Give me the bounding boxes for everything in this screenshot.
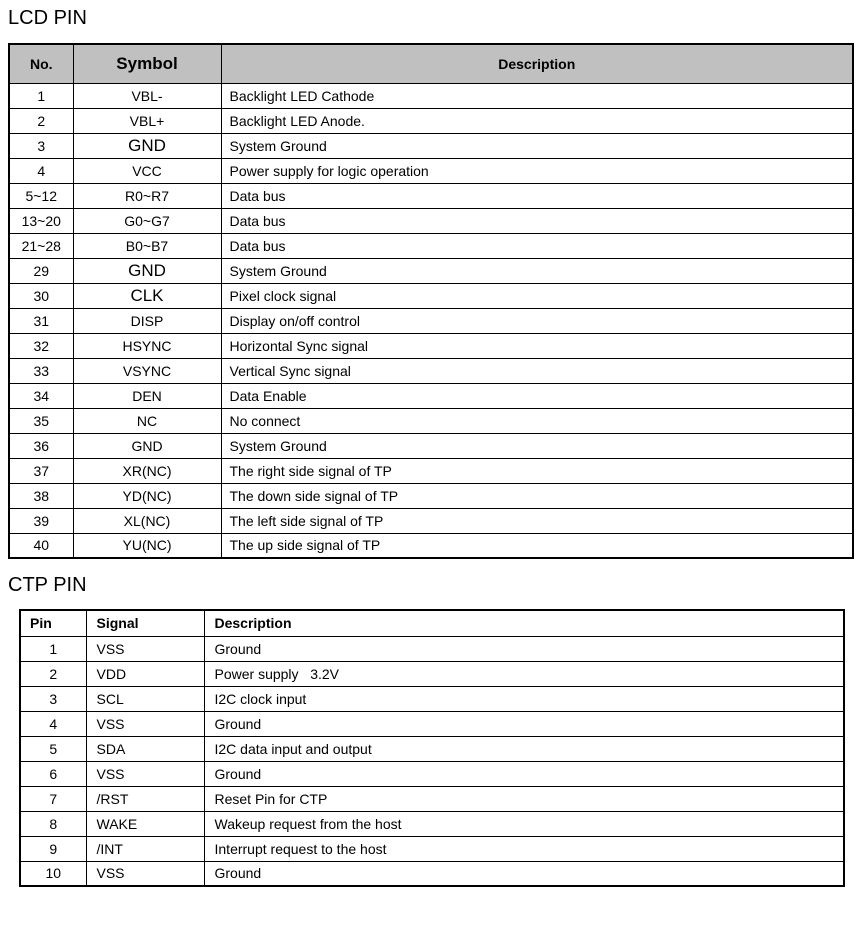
lcd-cell-description: Data bus (221, 233, 853, 258)
ctp-cell-description: Ground (204, 861, 844, 886)
lcd-cell-description: The down side signal of TP (221, 483, 853, 508)
ctp-cell-description: Ground (204, 711, 844, 736)
ctp-cell-pin: 2 (20, 661, 86, 686)
lcd-cell-no: 3 (9, 133, 73, 158)
ctp-table-row (20, 686, 844, 711)
lcd-cell-description: Vertical Sync signal (221, 358, 853, 383)
lcd-cell-no: 38 (9, 483, 73, 508)
lcd-cell-description: Data bus (221, 208, 853, 233)
lcd-table-header-row (9, 44, 853, 83)
ctp-table-row (20, 736, 844, 761)
lcd-cell-description: Horizontal Sync signal (221, 333, 853, 358)
lcd-cell-symbol: DEN (73, 383, 221, 408)
lcd-cell-no: 35 (9, 408, 73, 433)
ctp-cell-signal: WAKE (86, 811, 204, 836)
lcd-cell-no: 4 (9, 158, 73, 183)
lcd-cell-symbol: B0~B7 (73, 233, 221, 258)
lcd-cell-description: Power supply for logic operation (221, 158, 853, 183)
ctp-cell-signal: VSS (86, 861, 204, 886)
lcd-cell-no: 31 (9, 308, 73, 333)
ctp-table-row (20, 761, 844, 786)
ctp-cell-signal: SCL (86, 686, 204, 711)
lcd-cell-description: Data bus (221, 183, 853, 208)
lcd-cell-no: 33 (9, 358, 73, 383)
lcd-cell-no: 37 (9, 458, 73, 483)
lcd-cell-no: 1 (9, 83, 73, 108)
ctp-cell-description: Ground (204, 761, 844, 786)
lcd-cell-description: The up side signal of TP (221, 533, 853, 558)
lcd-table-row (9, 358, 853, 383)
lcd-table-row (9, 433, 853, 458)
lcd-table-row (9, 308, 853, 333)
lcd-cell-no: 30 (9, 283, 73, 308)
ctp-table-row (20, 711, 844, 736)
ctp-cell-pin: 8 (20, 811, 86, 836)
ctp-cell-pin: 3 (20, 686, 86, 711)
ctp-cell-signal: VSS (86, 636, 204, 661)
lcd-cell-description: Backlight LED Anode. (221, 108, 853, 133)
lcd-table-row (9, 508, 853, 533)
lcd-cell-description: System Ground (221, 258, 853, 283)
ctp-cell-pin: 1 (20, 636, 86, 661)
ctp-pin-table (19, 609, 845, 887)
lcd-cell-no: 32 (9, 333, 73, 358)
lcd-cell-no: 36 (9, 433, 73, 458)
lcd-table-row (9, 133, 853, 158)
ctp-cell-pin: 6 (20, 761, 86, 786)
lcd-cell-description: No connect (221, 408, 853, 433)
lcd-table-row (9, 483, 853, 508)
ctp-pin-section-title: CTP PIN (8, 574, 87, 596)
lcd-cell-symbol: VCC (73, 158, 221, 183)
ctp-table-row (20, 811, 844, 836)
lcd-table-row (9, 458, 853, 483)
lcd-cell-no: 13~20 (9, 208, 73, 233)
ctp-table-row (20, 786, 844, 811)
lcd-table-row (9, 233, 853, 258)
lcd-cell-symbol: VSYNC (73, 358, 221, 383)
ctp-header-description: Description (204, 610, 844, 636)
ctp-cell-description: Wakeup request from the host (204, 811, 844, 836)
ctp-cell-pin: 9 (20, 836, 86, 861)
ctp-cell-signal: SDA (86, 736, 204, 761)
lcd-pin-table (8, 43, 854, 559)
lcd-cell-no: 21~28 (9, 233, 73, 258)
lcd-cell-symbol: GND (73, 433, 221, 458)
lcd-cell-symbol: VBL- (73, 83, 221, 108)
lcd-cell-description: Data Enable (221, 383, 853, 408)
ctp-table-row (20, 661, 844, 686)
lcd-table-row (9, 258, 853, 283)
lcd-cell-symbol: VBL+ (73, 108, 221, 133)
lcd-cell-symbol: YD(NC) (73, 483, 221, 508)
lcd-cell-symbol: CLK (73, 283, 221, 308)
ctp-cell-description: Reset Pin for CTP (204, 786, 844, 811)
lcd-cell-symbol: GND (73, 133, 221, 158)
ctp-table-header-row (20, 610, 844, 636)
lcd-cell-no: 29 (9, 258, 73, 283)
lcd-cell-description: Pixel clock signal (221, 283, 853, 308)
lcd-cell-description: Backlight LED Cathode (221, 83, 853, 108)
lcd-table-row (9, 283, 853, 308)
lcd-cell-symbol: R0~R7 (73, 183, 221, 208)
lcd-pin-section-title: LCD PIN (8, 7, 87, 29)
lcd-cell-description: The left side signal of TP (221, 508, 853, 533)
lcd-cell-no: 40 (9, 533, 73, 558)
lcd-table-row (9, 158, 853, 183)
ctp-cell-description: Power supply 3.2V (204, 661, 844, 686)
lcd-cell-no: 5~12 (9, 183, 73, 208)
lcd-cell-description: The right side signal of TP (221, 458, 853, 483)
lcd-cell-description: System Ground (221, 433, 853, 458)
ctp-cell-pin: 10 (20, 861, 86, 886)
ctp-header-signal: Signal (86, 610, 204, 636)
lcd-cell-description: System Ground (221, 133, 853, 158)
ctp-cell-pin: 4 (20, 711, 86, 736)
lcd-table-row (9, 333, 853, 358)
lcd-cell-description: Display on/off control (221, 308, 853, 333)
lcd-table-row (9, 383, 853, 408)
lcd-cell-no: 2 (9, 108, 73, 133)
lcd-table-row (9, 183, 853, 208)
ctp-cell-signal: VSS (86, 761, 204, 786)
ctp-cell-description: Ground (204, 636, 844, 661)
lcd-cell-symbol: XL(NC) (73, 508, 221, 533)
lcd-cell-symbol: DISP (73, 308, 221, 333)
lcd-header-symbol: Symbol (73, 44, 221, 83)
ctp-table-row (20, 836, 844, 861)
ctp-cell-signal: VDD (86, 661, 204, 686)
ctp-table-row (20, 636, 844, 661)
lcd-cell-symbol: GND (73, 258, 221, 283)
ctp-cell-description: I2C data input and output (204, 736, 844, 761)
lcd-cell-symbol: XR(NC) (73, 458, 221, 483)
ctp-cell-pin: 5 (20, 736, 86, 761)
ctp-cell-description: I2C clock input (204, 686, 844, 711)
lcd-cell-symbol: YU(NC) (73, 533, 221, 558)
lcd-cell-no: 34 (9, 383, 73, 408)
lcd-cell-symbol: HSYNC (73, 333, 221, 358)
ctp-cell-pin: 7 (20, 786, 86, 811)
lcd-header-no: No. (9, 44, 73, 83)
lcd-header-description: Description (221, 44, 853, 83)
lcd-table-row (9, 408, 853, 433)
lcd-table-row (9, 108, 853, 133)
ctp-cell-signal: /RST (86, 786, 204, 811)
lcd-table-row (9, 208, 853, 233)
ctp-cell-signal: VSS (86, 711, 204, 736)
ctp-cell-signal: /INT (86, 836, 204, 861)
lcd-cell-symbol: NC (73, 408, 221, 433)
lcd-table-row (9, 533, 853, 558)
ctp-header-pin: Pin (20, 610, 86, 636)
lcd-cell-no: 39 (9, 508, 73, 533)
ctp-cell-description: Interrupt request to the host (204, 836, 844, 861)
lcd-cell-symbol: G0~G7 (73, 208, 221, 233)
lcd-table-row (9, 83, 853, 108)
ctp-table-row (20, 861, 844, 886)
